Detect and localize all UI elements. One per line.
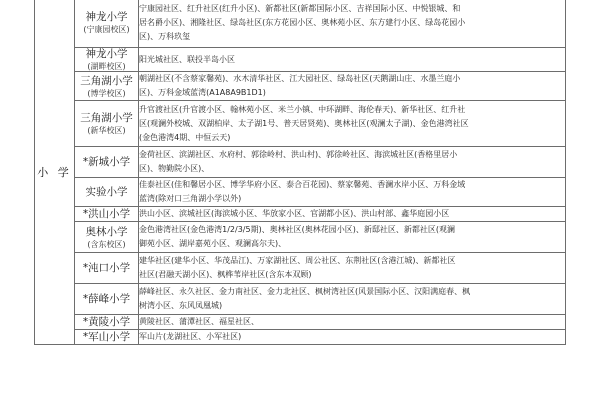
service-area-line: 树湾小区、东风凤凰城) — [139, 301, 223, 311]
service-area-line: 区(观澜外校城、双湖柏岸、太子湖1号、普天居贤苑)、奥林社区(观澜太子湖)、金色港湾社区 — [139, 118, 469, 128]
service-area-cell — [139, 0, 566, 48]
school-campus: (含东校区) — [87, 239, 126, 249]
service-area-line: 金荷社区、滨湖社区、水府村、郭徐岭村、洪山村)、郭徐岭社区、海滨城社区(香格里居小 — [139, 150, 458, 160]
service-area-line: 阳光城社区、联投半岛小区 — [139, 54, 235, 64]
school-cell — [75, 315, 139, 330]
table-row — [35, 72, 566, 101]
service-area-line: 黄陵社区、蒲潭社区、福星社区、 — [139, 317, 259, 327]
table-row — [35, 0, 566, 48]
school-name: *新城小学 — [82, 156, 131, 169]
table-row — [35, 330, 566, 345]
table-row — [35, 147, 566, 178]
school-cell — [75, 284, 139, 315]
table-row — [35, 178, 566, 207]
service-area-line: 社区(君融天湖小区)、枫桦苇岸社区(含东本双顾) — [139, 270, 312, 280]
service-area-line: 区)、物勤院小区)、 — [139, 164, 210, 174]
service-area-cell — [139, 253, 566, 284]
service-area-cell — [139, 178, 566, 207]
school-cell — [75, 253, 139, 284]
service-area-line: 洪山小区、滨城社区(海滨城小区、华放家小区、官湖都小区)、洪山村部、鑫华庭园小区 — [139, 209, 450, 219]
service-area-cell — [139, 222, 566, 253]
service-area-cell — [139, 101, 566, 147]
school-name: *洪山小学 — [82, 208, 131, 221]
school-name: 神龙小学 — [85, 11, 128, 24]
service-area-line: (金色港湾4期、中恒云天) — [139, 132, 231, 142]
school-name: *军山小学 — [82, 331, 131, 344]
service-area-line: 建华社区(建华小区、华茂品江)、万家湖社区、周公社区、东荆社区(含港江城)、新都社区 — [139, 256, 456, 266]
service-area-line: 佳泰社区(佳和馨居小区、博学华府小区、泰合百花园)、蔡家馨苑、香澜水岸小区、万科金域 — [139, 180, 466, 190]
table-row — [35, 253, 566, 284]
school-name: 实验小学 — [85, 186, 128, 199]
service-area-cell — [139, 315, 566, 330]
school-campus: (宁康园校区) — [83, 25, 130, 35]
service-area-cell — [139, 72, 566, 101]
school-cell — [75, 101, 139, 147]
service-area-line: 宁康园社区、红升社区(红升小区)、新都社区(新都国际小区、吉祥国际小区、中悦银城、和 — [139, 4, 461, 13]
table-row — [35, 101, 566, 147]
school-cell — [75, 222, 139, 253]
school-cell — [75, 48, 139, 72]
school-campus: (博学校区) — [87, 88, 126, 98]
school-name: 奥林小学 — [85, 225, 128, 238]
school-name: 三角湖小学 — [80, 74, 133, 87]
school-cell — [75, 72, 139, 101]
service-area-line: 区)、万科金域蓝湾(A1A8A9B1D1) — [139, 88, 266, 98]
service-area-line: 居名爵小区)、湘隆社区、绿岛社区(东方花园小区、奥林苑小区、东方建行小区、绿岛花园小 — [139, 18, 466, 27]
service-area-cell — [139, 330, 566, 345]
service-area-line: 蓝湾(除对口三角湖小学以外) — [139, 194, 242, 204]
school-cell — [75, 178, 139, 207]
service-area-line: 金色港湾社区(金色港湾1/2/3/5期)、奥林社区(奥林花园小区)、新邸社区、新都社区(观澜 — [139, 225, 456, 235]
school-zone-table-body — [35, 0, 566, 345]
school-cell — [75, 0, 139, 48]
service-area-line: 薛峰社区、永久社区、金力南社区、金力北社区、枫树湾社区(风景国际小区、汉阳满庭春、枫 — [139, 287, 471, 297]
school-campus: (湖畔校区) — [87, 62, 126, 72]
school-name: *黄陵小学 — [82, 316, 131, 329]
service-area-line: 御苑小区、湖岸嘉苑小区、观澜高尔夫)、 — [139, 239, 287, 249]
school-name: *沌口小学 — [82, 262, 131, 275]
table-row — [35, 222, 566, 253]
service-area-cell — [139, 48, 566, 72]
service-area-cell — [139, 284, 566, 315]
service-area-cell — [139, 207, 566, 222]
school-name: 三角湖小学 — [80, 112, 133, 125]
category-cell: 小 学 — [35, 0, 75, 345]
table-row — [35, 48, 566, 72]
school-zone-table — [34, 0, 566, 345]
school-campus: (新华校区) — [87, 126, 126, 136]
school-cell — [75, 207, 139, 222]
service-area-cell — [139, 147, 566, 178]
service-area-line: 军山片(龙湖社区、小军社区) — [139, 332, 242, 342]
service-area-line: 升官渡社区(升官渡小区、翰林苑小区、米兰小镇、中环湖畔、海伦春天)、新华社区、红升社 — [139, 104, 466, 114]
table-row — [35, 207, 566, 222]
service-area-line: 区)、万科玖玺 — [139, 32, 191, 41]
table-row — [35, 284, 566, 315]
school-cell — [75, 147, 139, 178]
school-name: *薛峰小学 — [82, 293, 131, 306]
school-name: 神龙小学 — [85, 48, 128, 60]
service-area-line: 朝湖社区(不含蔡家馨苑)、水木清华社区、江大园社区、绿岛社区(天鹅湖山庄、水墨兰庭小 — [139, 74, 461, 84]
table-row — [35, 315, 566, 330]
school-cell — [75, 330, 139, 345]
